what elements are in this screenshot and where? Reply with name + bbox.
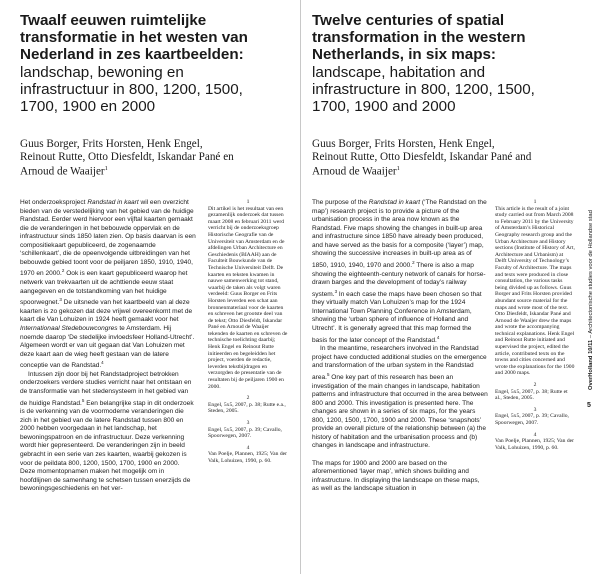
footnote-ref: 3 (59, 297, 62, 303)
text-run: te Amsterdam. Hij noemde daarop ‘De stedelijke invloedsfeer Holland-Utrecht’. Algemeen wordt er van uit gegaan dat Van Lohuizen met deze kaart aan de wieg heeft gestaan van de latere conceptie van de Randstad. (20, 325, 195, 370)
text-run: The purpose of the (312, 199, 369, 206)
footnote-ref: 5 (81, 397, 85, 403)
article-title-block (20, 12, 285, 115)
footnote (495, 432, 575, 452)
article-subtitle (312, 64, 582, 116)
italic-title: Randstad in kaart (368, 199, 421, 206)
body-text-column (20, 199, 196, 494)
title-line: Netherlands, in six maps: (312, 46, 496, 64)
author-line: Arnoud de Waaijer$^1$ (312, 165, 400, 178)
footnote-ref: 4 (436, 334, 440, 340)
text-run: Ook is een kaart gepubliceerd waarop het netwerk van trekvaarten uit de achttiende eeuw staat aangegeven en de totstandkoming van het huidige spoorwegnet. (20, 270, 188, 307)
text-run: Intussen zijn door bij het Randstadproject betrokken onderzoekers verdere studies verricht naar het ontstaan en de transformatie van het stedensysteem in het gebied van de huidige Randstad. (20, 370, 192, 407)
footnote-ref: 2 (412, 259, 415, 265)
footnotes-column (208, 199, 288, 470)
footnote-number: 4 (246, 444, 250, 451)
author-list (20, 138, 285, 179)
footnote-ref: 3 (334, 288, 338, 294)
footnote-number: 1 (246, 199, 250, 205)
subtitle-line: landscape, habitation and (312, 63, 486, 81)
subtitle-line: 1700, 1900 en 2000 (20, 98, 156, 116)
text-run: wil een overzicht bieden van de verstedelijking van het gebied van de huidige Randstad. Eerder werd hiervoor een vijftal kaarten gemaakt die de veranderingen in het bebouwde oppervlak en de infrastructuur sinds 1850 laten zien. Op basis daarvan is een compositiekaart gepubliceerd, de zogenaamde ‘schillenkaart’, die de opeenvolgende uitbreidingen van het bebouwde gebied toont voor de peiljaren 1850, 1910, 1940, 1970 en 2000. (20, 199, 196, 278)
footnote-ref: 1 (396, 165, 400, 173)
author-list (312, 138, 582, 179)
author-line: Arnoud de Waaijer$^1$ (20, 165, 108, 178)
footnote (208, 445, 288, 465)
title-line: Twaalf eeuwen ruimtelijke (20, 12, 207, 29)
body-paragraph (312, 460, 488, 494)
text-run: There is also a map showing the eighteenth-century network of canals for horse-drawn barges and the development of today’s railway system. (312, 262, 486, 298)
author-line: Guus Borger, Frits Horsten, Henk Engel, (312, 138, 495, 150)
text-run: Het onderzoeksproject (20, 199, 88, 206)
footnote-ref: 4 (101, 360, 104, 366)
title-line: transformation in the western (312, 29, 526, 47)
footnote (495, 199, 575, 377)
footnote-text: Van Poelje, Plannen, 1925; Van der Valk, Lohuizen, 1990, p. 60. (208, 451, 287, 464)
footnote-number: 3 (533, 406, 537, 413)
page-number: 5 (587, 402, 591, 409)
text-run: Een belangrijke stap in dit onderzoek is de verkenning van de voormoderne veranderingen die zich in het gebied van de latere Randstad tussen 800 en 2000 hebben voorgedaan in het landschap, het bewoningspatroon en de infrastructuur. Deze verkenning wordt hier gepresenteerd. De veranderingen zijn in beeld gebracht in een serie van zes kaarten, waarbij gekozen is voor de peildata 800, 1200, 1500, 1700, 1900 en 2000. Deze momentopnamen maken het mogelijk om in hoofdlijnen de samenhang te schetsen tussen enerzijds de bewoningsgeschiedenis en het ver- (20, 399, 194, 493)
author-line: Reinout Rutte, Otto Diesfeldt, Iskandar Pané and (312, 150, 532, 163)
body-paragraph (312, 345, 488, 451)
author-line: Reinout Rutte, Otto Diesfeldt, Iskandar Pané en (20, 150, 234, 163)
journal-running-title: OverHolland 10/11 – Architectonische studies voor de Hollandse stad (588, 210, 594, 390)
body-paragraph (312, 199, 488, 345)
title-line: transformatie in het westen van (20, 29, 248, 47)
footnote-text: Van Poelje, Plannen, 1925; Van der Valk, Lohuizen, 1990, p. 60. (495, 438, 574, 451)
running-header-vertical (582, 200, 594, 390)
footnotes-column (495, 199, 575, 456)
text-run: The maps for 1900 and 2000 are based on the aforementioned ‘layer map’, which shows building and infrastructure. In displaying the landscape on these maps, as well as the landscape situation in (312, 459, 480, 493)
footnote-text: Engel, 5x5, 2007, p. 39; Cavallo, Spoorwegen, 2007. (208, 426, 282, 440)
journal-name: OverHolland 10/11 (588, 339, 594, 390)
text-run: De uitsnede van het kaartbeeld van al deze kaarten is zo gekozen dat deze vrijwel overeenkomt met de kaart die Van Lohuizen in 1924 heeft gemaakt voor het (20, 299, 193, 324)
footnote-number: 3 (246, 420, 250, 426)
footnote (495, 382, 575, 402)
title-line: Twelve centuries of spatial (312, 12, 505, 29)
footnote (208, 199, 288, 390)
footnote-text: Engel, 5x5, 2007, p. 38; Rutte et al., Steden, 2005. (495, 388, 568, 402)
text-run: In the meantime, researchers involved in the Randstad project have conducted additional studies on the emergence and transformation of the urban system in the Randstad area. (312, 345, 487, 382)
footnote (208, 395, 288, 415)
body-paragraph (20, 371, 196, 494)
title-line: Nederland in zes kaartbeelden: (20, 46, 244, 64)
article-title (20, 12, 285, 64)
journal-subtitle: Architectonische studies voor de Hollandse stad (588, 210, 594, 334)
footnote-text: This article is the result of a joint study carried out from March 2008 to February 2011 by the University of Amsterdam’s Historical Geography research group and the Urban Architecture and History sections (Institute of History of Art, Architecture and Urbanism) at Delft University of Technology’s Faculty of Architecture. The maps and texts were produced in close consultation, the various tasks being divided up as follows. Guus Borger and Frits Horsten provided abundant source material for the maps and wrote most of the text. Otto Diesfeldt, Iskandar Pané and Arnoud de Waaijer drew the maps and wrote the accompanying technical explanations. Henk Engel and Reinout Rutte initiated and supervised the project, edited the article, contributed texts on the towns and cities concerned and wrote the explanations for the 1900 and 2000 maps. (495, 205, 575, 377)
body-paragraph (20, 199, 196, 371)
footnote-number: 2 (533, 382, 537, 389)
italic-title: Internationaal Stedebouwcongres (20, 325, 118, 332)
footnote-text: Dit artikel is het resultaat van een gezamenlijk onderzoek dat tussen maart 2008 en februari 2011 werd verricht bij de onderzoeksgroep Historische Geografie van de Universiteit van Amsterdam en de afdelingen Urban Architecture en Geschiedenis (BIAAH) aan de Faculteit Bouwkunde van de Technische Universiteit Delft. De kaarten en teksten kwamen in nauwe samenwerking tot stand, waarbij de taken als volgt waren verdeeld: Guus Borger en Frits Horsten leverden een schat aan bronnenmateriaal voor de kaarten en schreven het grootste deel van de tekst; Otto Diesfeldt, Iskandar Pané en Arnoud de Waaijer tekenden de kaarten en schreven de technische toelichting daarbij; Henk Engel en Reinout Rutte initieerden en begeleidden het project, voerden de redactie, leverden tekstbijdragen en verzorgden de presentatie van de resultaten bij de peiljaren 1900 en 2000. (208, 205, 288, 390)
italic-title: Randstad in kaart (87, 199, 139, 206)
text-run: In each case the maps have been chosen so that they virtually match Van Lohuizen’s map for the 1924 International Town Planning Conference in Amsterdam, showing the ‘urban sphere of influence of Holland and Utrecht’. It is generally agreed that this map formed the basis for the later concept of the Randstad. (312, 290, 482, 344)
text-run: One key part of this research has been an investigation of the main changes in landscape, habitation patterns and infrastructure that occurred in the area between 800 and 2000. This investigation is presented here. The changes are shown in a series of six maps, for the years 800, 1200, 1500, 1700, 1900 and 2000. These ‘snapshots’ provide an overall picture of the relationship between (a) the history of habitation and the urbanisation process and (b) changes in landscape and infrastructure. (312, 374, 488, 450)
body-text-column (312, 199, 488, 494)
footnote (208, 420, 288, 440)
footnote-ref: 5 (326, 371, 330, 377)
right-page-english (301, 0, 600, 574)
footnote-text: Engel, 5x5, 2007, p. 38; Rutte e.a., Steden, 2005. (208, 401, 286, 415)
subtitle-line: infrastructure in 800, 1200, 1500, (312, 80, 535, 98)
footnote (495, 407, 575, 427)
subtitle-line: landschap, bewoning en (20, 63, 184, 81)
footnote-ref: 2 (61, 268, 65, 274)
author-line: Guus Borger, Frits Horsten, Henk Engel, (20, 138, 203, 150)
article-subtitle (20, 64, 285, 116)
text-run: (‘The Randstad on the map’) research project is to provide a picture of the urbanisation process in the area now known as the Randstad. Five maps showing the changes in built-up area and infrastructure since 1850 have already been produced, and have served as the basis for a composite (‘layer’) map, showing the successive increases in built-up area as of 1850, 1910, 1940, 1970 and 2000. (312, 199, 487, 269)
subtitle-line: 1700, 1900 and 2000 (312, 98, 456, 116)
footnote-number: 4 (533, 431, 537, 438)
footnote-text: Engel, 5x5, 2007, p. 39; Cavallo, Spoorwegen, 2007. (495, 413, 569, 426)
footnote-number: 2 (246, 395, 250, 402)
article-title (312, 12, 582, 64)
footnote-ref: 1 (104, 165, 108, 173)
footnote-number: 1 (533, 199, 537, 205)
subtitle-line: infrastructuur in 800, 1200, 1500, (20, 80, 243, 98)
article-title-block (312, 12, 582, 115)
